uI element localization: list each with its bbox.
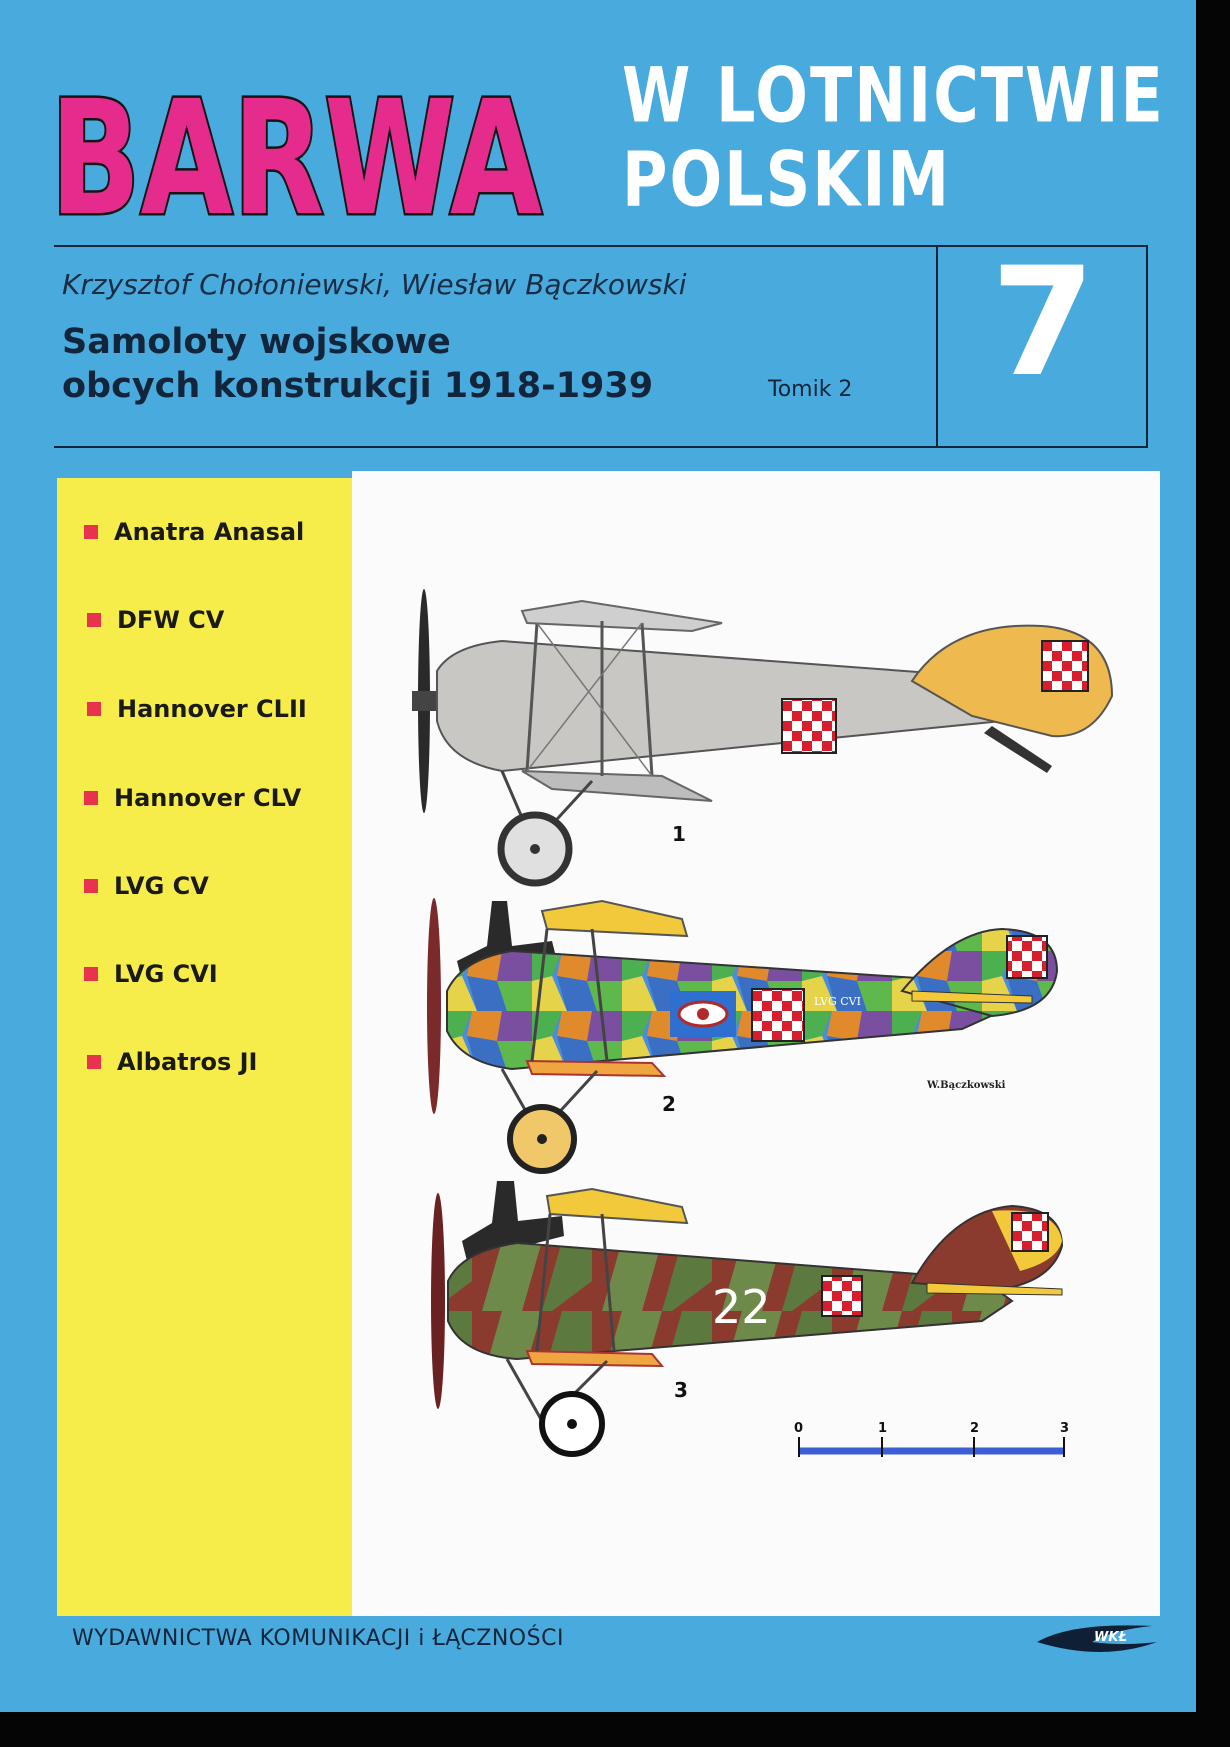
aircraft-item-hannover-clii xyxy=(87,695,307,723)
aircraft-2 xyxy=(427,898,1057,1171)
bullet-square-icon xyxy=(87,1055,101,1069)
bullet-square-icon xyxy=(84,525,98,539)
plate-label-1: 1 xyxy=(672,822,686,846)
series-title-line1: W LOTNICTWIE xyxy=(622,50,1165,140)
aircraft-item-label: LVG CV xyxy=(114,872,209,900)
aircraft-3 xyxy=(431,1181,1062,1454)
lower-wing-3 xyxy=(527,1351,662,1366)
fuselage-roundel-3 xyxy=(822,1276,862,1316)
aircraft-1 xyxy=(412,589,1112,883)
brand-logo-barwa xyxy=(50,50,550,251)
aircraft-item-albatros-ji xyxy=(87,1048,257,1076)
spinner-1 xyxy=(412,691,436,711)
scale-tick-label: 1 xyxy=(878,1421,888,1436)
plate-label-3: 3 xyxy=(674,1378,688,1402)
fuselage-number: 22 xyxy=(712,1280,771,1334)
scale-bar xyxy=(794,1421,1069,1457)
bullet-square-icon xyxy=(84,967,98,981)
header-rule-bottom xyxy=(54,446,1148,448)
upper-wing-1 xyxy=(522,601,722,631)
header-divider xyxy=(936,245,938,446)
series-title-line2: POLSKIM xyxy=(622,134,952,224)
bullet-square-icon xyxy=(84,879,98,893)
artist-signature: W.Bączkowski xyxy=(927,1080,1006,1091)
upper-wing-2 xyxy=(542,901,687,936)
scan-edge-right xyxy=(1196,0,1230,1747)
volume-label: Tomik 2 xyxy=(768,377,853,402)
bullet-square-icon xyxy=(87,613,101,627)
fuselage-roundel-1 xyxy=(782,699,836,753)
scale-tick-label: 2 xyxy=(970,1421,980,1436)
rudder-roundel-1 xyxy=(1042,641,1088,691)
aircraft-item-label: Hannover CLV xyxy=(114,784,302,812)
scan-edge-bottom xyxy=(0,1712,1230,1747)
upper-wing-3 xyxy=(547,1189,687,1223)
aircraft-item-label: Albatros JI xyxy=(117,1048,258,1076)
aircraft-list xyxy=(57,478,360,1616)
book-title-line2: obcych konstrukcji 1918-1939 xyxy=(62,366,654,406)
hub-3 xyxy=(567,1419,577,1429)
rudder-roundel-3 xyxy=(1012,1213,1048,1251)
fuselage-marking: LVG CVI xyxy=(814,995,861,1008)
issue-number: 7 xyxy=(990,236,1096,410)
aircraft-item-label: DFW CV xyxy=(117,606,225,634)
hub-2 xyxy=(537,1134,547,1144)
authors: Krzysztof Chołoniewski, Wiesław Bączkowski xyxy=(62,268,687,301)
aircraft-item-label: Anatra Anasal xyxy=(114,518,305,546)
book-title-line1: Samoloty wojskowe xyxy=(62,322,451,362)
logo-text: WKŁ xyxy=(1094,1630,1127,1645)
hub-1 xyxy=(530,844,540,854)
fuselage-roundel-2 xyxy=(752,989,804,1041)
landing-gear-3a xyxy=(507,1359,542,1421)
aircraft-item-dfw-cv xyxy=(87,606,224,634)
plate-label-2: 2 xyxy=(662,1092,676,1116)
aircraft-item-label: LVG CVI xyxy=(114,960,218,988)
bullet-square-icon xyxy=(87,702,101,716)
propeller-2 xyxy=(427,898,441,1114)
book-title xyxy=(62,320,653,408)
header-rule-top xyxy=(54,245,1148,247)
scale-tick-label: 3 xyxy=(1060,1421,1070,1436)
aircraft-illustration xyxy=(352,471,1160,1616)
lower-wing-1 xyxy=(522,771,712,801)
aircraft-list-panel xyxy=(57,478,360,1616)
aircraft-item-anatra-anasal xyxy=(84,518,304,546)
scale-tick-label: 0 xyxy=(794,1421,804,1436)
aircraft-item-hannover-clv xyxy=(84,784,301,812)
aircraft-item-lvg-cvi xyxy=(84,960,218,988)
aircraft-item-lvg-cv xyxy=(84,872,209,900)
brand-title: BARWA xyxy=(50,67,542,251)
eye-emblem-pupil xyxy=(697,1008,709,1020)
fuselage-1 xyxy=(437,641,1002,771)
publisher-name: WYDAWNICTWA KOMUNIKACJI i ŁĄCZNOŚCI xyxy=(72,1626,564,1651)
propeller-3 xyxy=(431,1193,445,1409)
rudder-roundel-2 xyxy=(1007,936,1047,978)
header-right-border xyxy=(1146,245,1148,446)
bullet-square-icon xyxy=(84,791,98,805)
publisher-logo xyxy=(1032,1612,1162,1662)
aircraft-item-label: Hannover CLII xyxy=(117,695,307,723)
